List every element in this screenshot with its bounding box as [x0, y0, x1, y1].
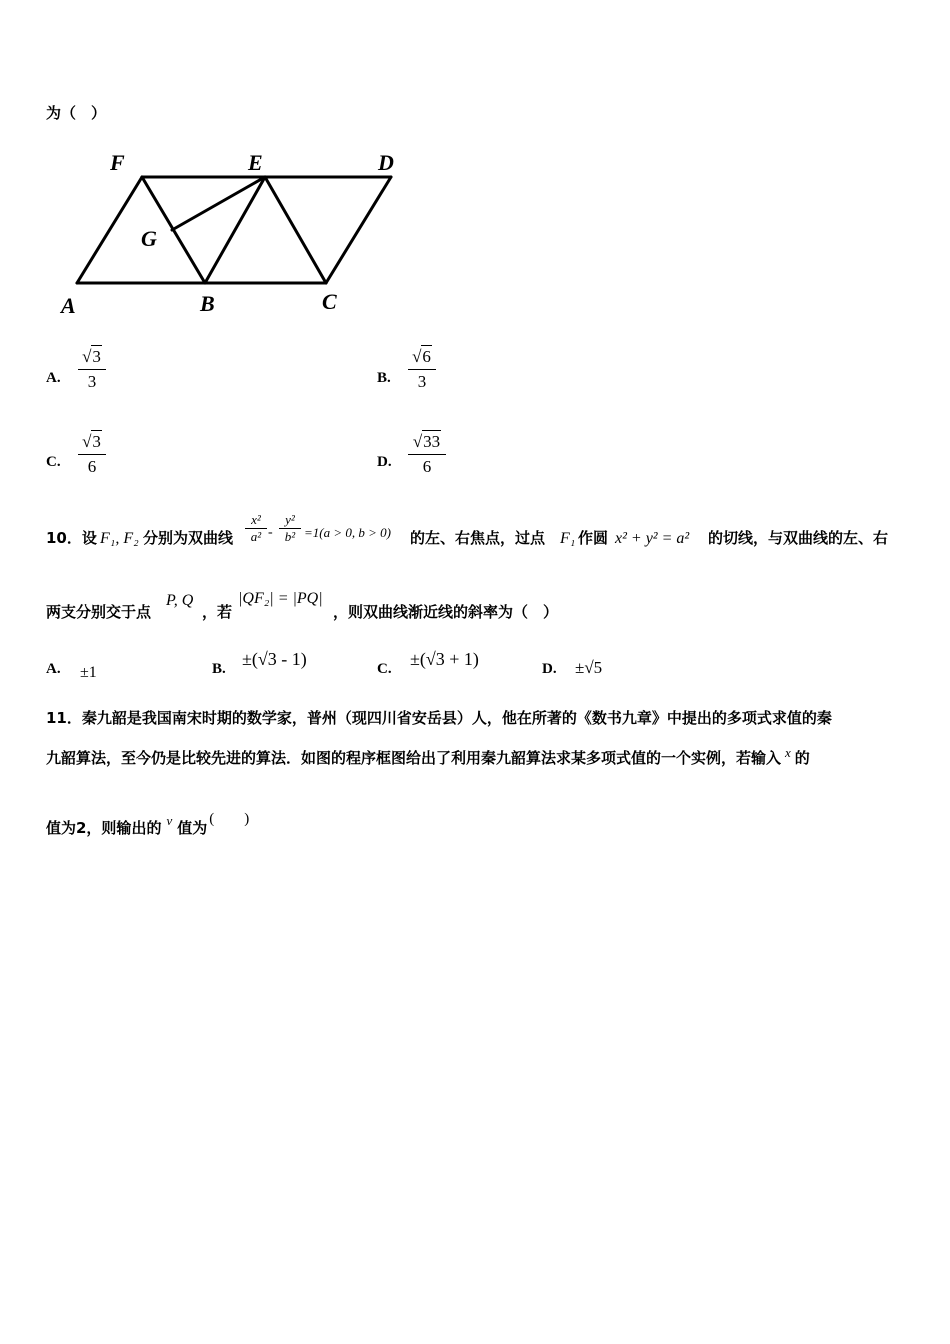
- q10-option-a-label: A.: [46, 661, 61, 677]
- q11-line1: 11．秦九韶是我国南宋时期的数学家，普州（现四川省安岳县）人，他在所著的《数书九章》中提出的多项式求值的秦: [46, 709, 832, 727]
- q10-option-d-value: ±√5: [575, 658, 603, 677]
- q10-circle-eq: x² + y² = a²: [615, 530, 690, 547]
- q10-condition: |QF₂| = |PQ|: [238, 590, 323, 607]
- q10-text-4: 的切线，与双曲线的左、右: [708, 529, 889, 547]
- q10-eq-frac-y: y² b²: [279, 512, 301, 545]
- q10-line2-b: ，若: [202, 603, 233, 621]
- q10-text-2: 的左、右焦点，过点: [410, 529, 546, 547]
- q10-eq-rest: =1(a > 0, b > 0): [304, 525, 391, 540]
- q10-option-a-value: ±1: [80, 664, 97, 681]
- point-label-d: D: [378, 150, 394, 175]
- q9-option-b-label: B.: [377, 370, 391, 386]
- q9-option-c-label: C.: [46, 454, 61, 470]
- q9-tail: 为（ ）: [46, 104, 107, 122]
- q9-option-c-value: √3 6: [78, 430, 106, 478]
- q9-option-a-value: √3 3: [78, 345, 106, 393]
- q10-foci: F₁, F₂: [100, 530, 139, 547]
- q10-line2-a: 两支分别交于点: [46, 603, 152, 621]
- segment-ec: [265, 177, 326, 283]
- q10-text-1: 分别为双曲线: [143, 529, 234, 547]
- q9-option-a-label: A.: [46, 370, 61, 386]
- q10-option-d-label: D.: [542, 661, 557, 677]
- point-label-f: F: [110, 150, 125, 175]
- q11-var-v: v: [166, 813, 173, 828]
- q10-eq-minus: -: [268, 525, 273, 540]
- q10-text-3: 作圆: [578, 529, 609, 547]
- q10-option-c-label: C.: [377, 661, 392, 677]
- q11-answer-paren: ( ): [209, 811, 250, 827]
- point-label-e: E: [248, 150, 263, 175]
- point-label-c: C: [322, 289, 337, 314]
- point-label-g: G: [141, 226, 157, 251]
- q10-option-b-label: B.: [212, 661, 226, 677]
- q10-number: 10．设: [46, 529, 97, 547]
- q10-points-pq: P, Q: [166, 592, 194, 609]
- q10-f1: F₁: [560, 530, 576, 547]
- point-label-a: A: [61, 293, 76, 318]
- q10-option-b-value: ±(√3 - 1): [242, 649, 307, 669]
- q11-var-x: x: [785, 745, 791, 760]
- point-label-b: B: [200, 291, 215, 316]
- q10-eq-frac-x: x² a²: [245, 512, 267, 545]
- q9-option-d-label: D.: [377, 454, 392, 470]
- q10-line2-c: ，则双曲线渐近线的斜率为（ ）: [333, 603, 559, 621]
- q11-line3: 值为2，则输出的 v 值为 ( ): [46, 811, 250, 837]
- segment-af: [77, 177, 142, 283]
- q9-option-b-value: √6 3: [408, 345, 436, 393]
- q11-line2: 九韶算法，至今仍是比较先进的算法．如图的程序框图给出了利用秦九韶算法求某多项式值的一个实例，若输入 x 的: [46, 745, 810, 767]
- segment-cd: [326, 177, 391, 283]
- q10-option-c-value: ±(√3 + 1): [410, 649, 479, 669]
- q9-figure: [55, 140, 415, 330]
- q9-option-d-value: √33 6: [408, 430, 446, 478]
